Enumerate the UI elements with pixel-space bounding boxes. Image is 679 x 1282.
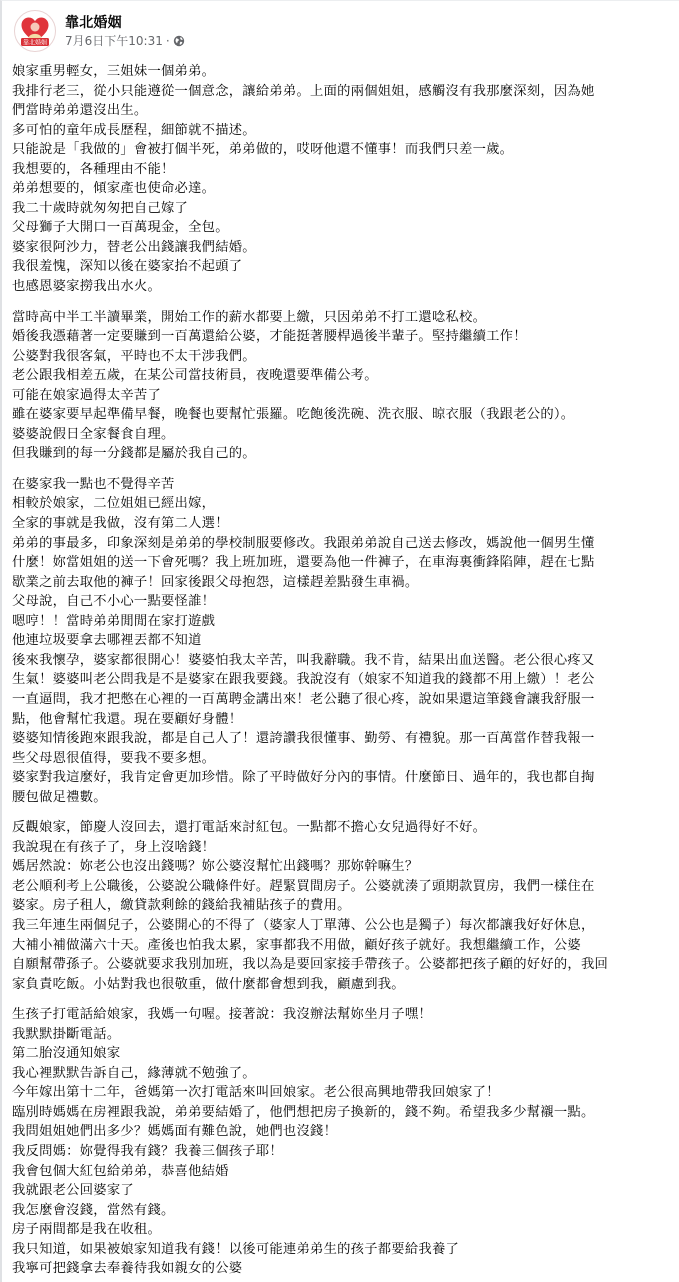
post-text-line: 只能說是「我做的」會被打個半死，弟弟做的，哎呀他還不懂事！而我們只差一歲。 bbox=[12, 142, 514, 158]
post-text-line: 我只知道，如果被娘家知道我有錢！以後可能連弟弟生的孩子都要給我養了 bbox=[12, 1241, 460, 1257]
post-text-line: 婆家很阿沙力，替老公出錢讓我們結婚。 bbox=[12, 239, 256, 255]
post-text-line: 我反問媽：妳覺得我有錢？我養三個孩子耶！ bbox=[12, 1143, 283, 1159]
post-text-line: 他連垃圾要拿去哪裡丟都不知道 bbox=[12, 633, 202, 649]
post-text-line: 娘家重男輕女，三姐妹一個弟弟。 bbox=[12, 64, 216, 79]
post-text-line: 父母說，自己不小心一點要怪誰！ bbox=[12, 594, 216, 610]
post-text-line: 後來我懷孕，婆家都很開心！婆婆怕我太辛苦，叫我辭職。我不肯，結果出血送醫。老公很心疼又 bbox=[12, 652, 595, 668]
post-text-line: 多可怕的童年成長歷程，細節就不描述。 bbox=[12, 122, 256, 138]
meta-separator: · bbox=[165, 33, 170, 48]
post-text-line: 我三年連生兩個兒子，公婆開心的不得了（婆家人丁單薄、公公也是獨子）每次都讓我好好休息， bbox=[12, 917, 595, 933]
post-text-line: 婆婆說假日全家餐食自理。 bbox=[12, 426, 175, 442]
post-paragraph bbox=[12, 308, 667, 464]
post-text-line: 我排行老三，從小只能遵從一個意念，讓給弟弟。上面的兩個姐姐，感觸沒有我那麼深刻，因為她 bbox=[12, 83, 595, 99]
post-text-line: 可能在娘家過得太辛苦了 bbox=[12, 387, 162, 403]
post-text-line: 也感恩婆家撈我出水火。 bbox=[12, 279, 162, 295]
post-text-line: 弟弟想要的，傾家產也使命必達。 bbox=[12, 181, 216, 197]
globe-icon[interactable] bbox=[173, 35, 185, 47]
post-timestamp[interactable]: 7月6日下午10:31 bbox=[65, 33, 163, 48]
post-text-line: 我問姐姐她們出多少？媽媽面有難色說，她們也沒錢！ bbox=[12, 1124, 338, 1140]
heart-logo-icon bbox=[16, 12, 54, 50]
post-text-line: 生氣！婆婆叫老公問我是不是婆家在跟我要錢。我說沒有（娘家不知道我的錢都不用上繳）！老公 bbox=[12, 672, 595, 688]
post-text-line: 自願幫帶孫子。公婆就要求我別加班，我以為是要回家接手帶孩子。公婆都把孩子顧的好好的，我回 bbox=[12, 957, 609, 973]
post-text-line: 一直逼問，我才把憋在心裡的一百萬聘金講出來！老公聽了很心疼，說如果還這筆錢會讓我舒服一 bbox=[12, 691, 595, 707]
post-text-line: 我說現在有孩子了，身上沒啥錢！ bbox=[12, 839, 216, 855]
post-text-line: 老公順利考上公職後，公婆說公職條件好。趕緊買間房子。公婆就湊了頭期款買房，我們一樣住在 bbox=[12, 878, 595, 894]
post-paragraph bbox=[12, 62, 667, 297]
post-paragraph bbox=[12, 1005, 667, 1279]
post-text-line: 臨別時媽媽在房裡跟我說，弟弟要結婚了，他們想把房子換新的，錢不夠。希望我多少幫襯一點。 bbox=[12, 1104, 595, 1120]
post-text-line: 我會包個大紅包給弟弟，恭喜他結婚 bbox=[12, 1163, 229, 1179]
post-text-line: 我心裡默默告訴自己，緣薄就不勉強了。 bbox=[12, 1065, 256, 1081]
post-text-line: 腰包做足禮數。 bbox=[12, 789, 107, 805]
post-text-line: 反觀娘家，節慶人沒回去，還打電話來討紅包。一點都不擔心女兒過得好不好。 bbox=[12, 820, 487, 836]
post-text-line: 我默默掛斷電話。 bbox=[12, 1026, 121, 1042]
post-time-row bbox=[65, 35, 185, 47]
post-text-line: 些父母恩很值得，要我不要多想。 bbox=[12, 750, 216, 766]
page-name-link[interactable]: 靠北婚姻 bbox=[65, 14, 122, 31]
post-text-line: 父母獅子大開口一百萬現金，全包。 bbox=[12, 220, 229, 236]
post-text-line: 我怎麼會沒錢，當然有錢。 bbox=[12, 1202, 175, 1218]
post-text-line: 大補小補做滿六十天。產後也怕我太累，家事都我不用做，顧好孩子就好。我想繼續工作，公婆 bbox=[12, 937, 581, 953]
page-avatar[interactable] bbox=[14, 10, 56, 52]
post-text-line: 歇業之前去取他的褲子！回家後跟父母抱怨，這樣趕差點發生車禍。 bbox=[12, 574, 419, 590]
post-text-line: 老公跟我相差五歲，在某公司當技術員，夜晚還要準備公考。 bbox=[12, 368, 378, 384]
post-text-line: 今年嫁出第十二年，爸媽第一次打電話來叫回娘家。老公很高興地帶我回娘家了！ bbox=[12, 1085, 500, 1101]
post-text-line: 相較於娘家，二位姐姐已經出嫁， bbox=[12, 496, 216, 512]
post-text-line: 婆家。房子租人，繳貸款剩餘的錢給我補貼孩子的費用。 bbox=[12, 898, 351, 914]
post-paragraph bbox=[12, 475, 667, 807]
post-text-line: 我寧可把錢拿去奉養待我如親女的公婆 bbox=[12, 1261, 243, 1277]
post-text-line: 房子兩間都是我在收租。 bbox=[12, 1222, 162, 1238]
post-text-line: 公婆對我很客氣，平時也不太干涉我們。 bbox=[12, 348, 256, 364]
post-text-line: 媽居然說：妳老公也沒出錢嗎？妳公婆沒幫忙出錢嗎？那妳幹嘛生？ bbox=[12, 859, 419, 875]
post-text-line: 家負責吃飯。小姑對我也很敬重，做什麼都會想到我，顧慮到我。 bbox=[12, 976, 405, 992]
post-text-line: 點，他會幫忙我還。現在要顧好身體！ bbox=[12, 711, 243, 727]
post-paragraph bbox=[12, 818, 667, 994]
post-meta bbox=[65, 16, 185, 47]
avatar-caption: 靠北婚姻 bbox=[22, 39, 48, 47]
post-text-line: 第二胎沒通知娘家 bbox=[12, 1046, 121, 1062]
post-text-line: 當時高中半工半讀畢業，開始工作的薪水都要上繳，只因弟弟不打工還唸私校。 bbox=[12, 309, 487, 325]
post-text-line: 我很羞愧，深知以後在婆家抬不起頭了 bbox=[12, 259, 243, 275]
post-body bbox=[12, 62, 667, 1279]
post-text-line: 但我賺到的每一分錢都是屬於我自己的。 bbox=[12, 446, 256, 462]
post-text-line: 婚後我憑藉著一定要賺到一百萬還給公婆，才能挺著腰桿過後半輩子。堅持繼續工作！ bbox=[12, 329, 527, 345]
post-text-line: 們當時弟弟還沒出生。 bbox=[12, 103, 148, 119]
post-text-line: 生孩子打電話給娘家，我媽一句喔。接著說：我沒辦法幫妳坐月子嘿！ bbox=[12, 1007, 432, 1023]
post-text-line: 弟弟的事最多，印象深刻是弟弟的學校制服要修改。我跟弟弟說自己送去修改，媽說他一個男生懂 bbox=[12, 535, 595, 551]
post-text-line: 我想要的，各種理由不能！ bbox=[12, 161, 175, 177]
post-text-line: 雖在婆家要早起準備早餐，晚餐也要幫忙張羅。吃飽後洗碗、洗衣服、晾衣服（我跟老公的）。 bbox=[12, 407, 575, 423]
post-header bbox=[12, 9, 667, 53]
post-text-line: 嗯哼！！當時弟弟閒閒在家打遊戲 bbox=[12, 613, 216, 629]
post-text-line: 婆婆知情後跑來跟我說，都是自己人了！還誇讚我很懂事、勤勞、有禮貌。那一百萬當作替我報一 bbox=[12, 731, 595, 747]
post-text-line: 我二十歲時就匆匆把自己嫁了 bbox=[12, 200, 189, 216]
post-text-line: 在婆家我一點也不覺得辛苦 bbox=[12, 476, 175, 492]
post-text-line: 我就跟老公回婆家了 bbox=[12, 1183, 134, 1199]
post-text-line: 什麼！妳當姐姐的送一下會死嗎？我上班加班，還要為他一件褲子，在車海裏衝鋒陷陣，趕在七點 bbox=[12, 555, 595, 571]
post-text-line: 婆家對我這麼好，我肯定會更加珍惜。除了平時做好分內的事情。什麼節日、過年的，我也都自掏 bbox=[12, 770, 595, 786]
post-text-line: 全家的事就是我做，沒有第二人選！ bbox=[12, 516, 229, 532]
